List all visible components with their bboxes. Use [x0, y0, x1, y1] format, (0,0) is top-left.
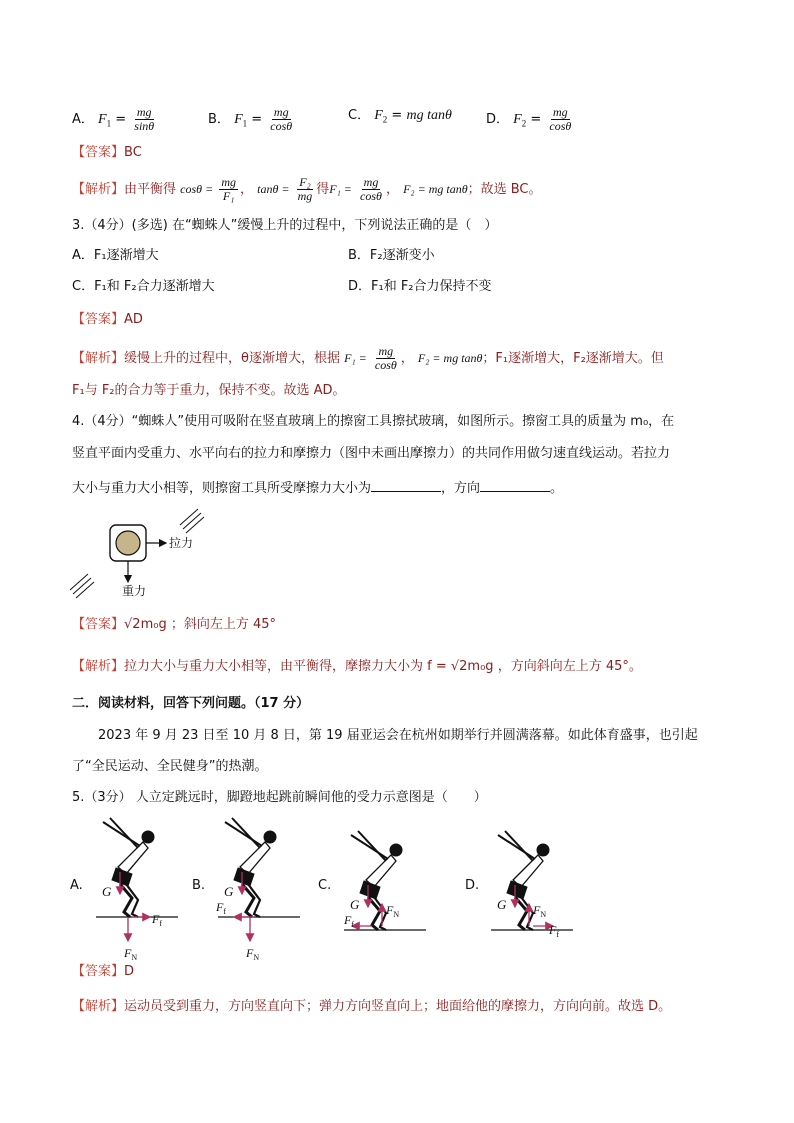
q2-option-b: B． $F_1$ = $\frac{mg}{\cos\theta}$: [208, 105, 293, 133]
q4-stem-line1: 4.（4分）“蜘蛛人”使用可吸附在竖直玻璃上的擦窗工具擦拭玻璃，如图所示。擦窗工具的质量为 m₀，在: [72, 414, 675, 429]
normal-force-label: $F_N$: [533, 903, 547, 919]
jumper-figure: [210, 812, 320, 962]
q2-analysis-frac2: $\frac{\text{F₂}}{mg}$: [297, 175, 313, 203]
gravity-label: 重力: [122, 584, 147, 598]
q3-option-d: D．F₁和 F₂合力保持不变: [348, 279, 492, 294]
q2-analysis-frac3: $\frac{mg}{\cos\theta}$: [360, 175, 382, 203]
gravity-label: G: [224, 884, 234, 899]
glass-hatch-bottom: [70, 574, 94, 598]
q3-analysis-line1: 【解析】缓慢上升的过程中，θ逐渐增大，根据 F₁ = $\frac{mg}{\cos\theta}$ ， F₂ = mg tanθ；F₁逐渐增大，F₂逐渐增大。但: [72, 344, 664, 372]
q2-answer: 【答案】BC: [72, 145, 142, 160]
normal-force-label: $F_N$: [246, 946, 260, 962]
gravity-label: G: [497, 897, 507, 912]
friction-label: $F_f$: [152, 912, 163, 928]
q5-option-label: B.: [192, 878, 206, 893]
friction-label: $F_f$: [344, 913, 355, 929]
q3-stem: 3.（4分）(多选) 在“蜘蛛人”缓慢上升的过程中，下列说法正确的是（ ）: [72, 218, 498, 233]
q2-a-fraction: $\frac{mg}{\sin\theta}$: [134, 105, 155, 133]
jumper-figure: [88, 812, 198, 962]
q5-analysis: 【解析】运动员受到重力，方向竖直向下；弹力方向竖直向上；地面给他的摩擦力，方向向前。故选 D。: [72, 999, 672, 1014]
q5-answer: 【答案】D: [72, 964, 135, 979]
window-tool-disc: [116, 531, 140, 555]
q4-stem-line2: 竖直平面内受重力、水平向右的拉力和摩擦力（图中未画出摩擦力）的共同作用做匀速直线运动。若拉力: [72, 446, 671, 461]
q3-analysis-line2: F₁与 F₂的合力等于重力，保持不变。故选 AD。: [72, 383, 346, 398]
section2-heading: 二．阅读材料，回答下列问题。（17 分）: [72, 696, 310, 711]
q2-option-d: D． $F_2$ = $\frac{mg}{\cos\theta}$: [486, 105, 572, 133]
q2-b-fraction: $\frac{mg}{\cos\theta}$: [270, 105, 293, 133]
jumper-figure: [483, 812, 593, 962]
q5-option-label: D.: [465, 878, 480, 893]
friction-label: $F_f$: [549, 923, 560, 939]
q3-answer: 【答案】AD: [72, 312, 143, 327]
q2-d-fraction: $\frac{mg}{\cos\theta}$: [549, 105, 572, 133]
q4-blank-magnitude: [371, 477, 441, 492]
q3-analysis-frac: $\frac{mg}{\cos\theta}$: [374, 344, 397, 372]
gravity-label: G: [102, 884, 112, 899]
q3-option-c: C．F₁和 F₂合力逐渐增大: [72, 279, 215, 294]
q5-option-label: C.: [318, 878, 332, 893]
glass-hatch-top: [180, 509, 204, 533]
normal-force-label: $F_N$: [124, 946, 138, 962]
normal-force-label: $F_N$: [386, 903, 400, 919]
jumper-silhouette: [103, 818, 154, 917]
jumper-figure: [336, 812, 446, 962]
q4-blank-direction: [480, 477, 550, 492]
q2-option-a: A． $F_1$ = $\frac{mg}{\sin\theta}$: [72, 105, 155, 133]
q5-stem: 5.（3分） 人立定跳远时，脚蹬地起跳前瞬间他的受力示意图是（ ）: [72, 790, 487, 805]
friction-label: $F_f$: [216, 900, 227, 916]
q2-option-c: C． $F_2$ = mg tanθ: [348, 108, 452, 125]
q2-analysis: 【解析】由平衡得 cosθ = $\frac{mg}{\text{F₁}}$ ， tanθ = $\frac{\text{F₂}}{mg}$ 得F₁ = $\frac{mg}{\cos\theta}$ ， F₂ = mg tanθ；故选 BC。: [72, 175, 542, 203]
section2-paragraph-line1: 2023 年 9 月 23 日至 10 月 8 日，第 19 届亚运会在杭州如期举行并圆满落幕。如此体育盛事，也引起: [98, 728, 698, 743]
q2-analysis-frac1: $\frac{mg}{\text{F₁}}$: [221, 175, 236, 203]
q4-stem-line3: 大小与重力大小相等，则擦窗工具所受摩擦力大小为 ，方向 。: [72, 477, 563, 499]
jumper-silhouette: [225, 818, 276, 917]
q3-option-b: B．F₂逐渐变小: [348, 248, 435, 263]
q5-option-label: A.: [70, 878, 83, 893]
q4-analysis: 【解析】拉力大小与重力大小相等，由平衡得，摩擦力大小为 f = √2m₀g ，方向斜向左上方 45°。: [72, 659, 642, 674]
gravity-label: G: [350, 897, 360, 912]
pull-force-label: 拉力: [169, 536, 194, 550]
q3-option-a: A．F₁逐渐增大: [72, 248, 159, 263]
q4-answer: 【答案】√2m₀g ；斜向左上方 45°: [72, 617, 277, 632]
section2-paragraph-line2: 了“全民运动、全民健身”的热潮。: [72, 759, 268, 774]
